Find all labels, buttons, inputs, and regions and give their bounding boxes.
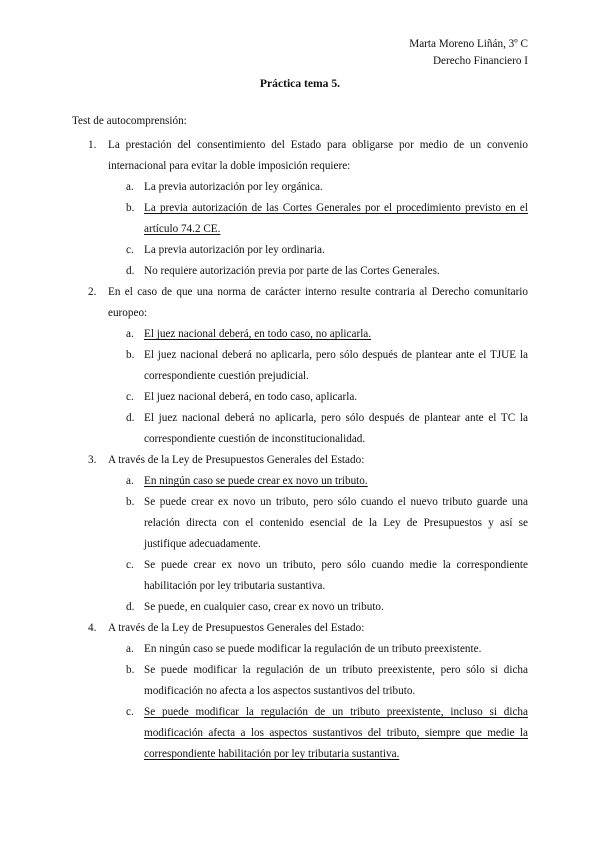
selected-answer-text: El juez nacional deberá, en todo caso, no aplicarla. <box>144 328 372 340</box>
option-letter: b. <box>126 202 135 214</box>
option-letter: b. <box>126 496 135 508</box>
option-text: La previa autorización por ley orgánica. <box>144 181 323 193</box>
option-3-a <box>108 471 528 492</box>
option-2-a <box>108 324 528 345</box>
option-4-b <box>108 660 528 702</box>
option-letter: c. <box>126 391 134 403</box>
option-text: El juez nacional deberá no aplicarla, pero sólo después de plantear ante el TJUE la correspondiente cuestión prejudicial. <box>144 349 528 382</box>
option-letter: d. <box>126 412 135 424</box>
option-letter: b. <box>126 664 135 676</box>
option-letter: a. <box>126 643 134 655</box>
option-1-a <box>108 177 528 198</box>
option-3-b <box>108 492 528 555</box>
option-list <box>108 324 528 450</box>
question-text: En el caso de que una norma de carácter interno resulte contraria al Derecho comunitario europeo: <box>108 286 528 319</box>
option-4-a <box>108 639 528 660</box>
option-list <box>108 639 528 765</box>
intro-text: Test de autocomprensión: <box>72 115 187 127</box>
option-2-b <box>108 345 528 387</box>
question-text: A través de la Ley de Presupuestos Generales del Estado: <box>108 622 365 634</box>
question-1 <box>72 135 528 282</box>
option-letter: c. <box>126 706 134 718</box>
option-letter: c. <box>126 244 134 256</box>
selected-answer-text: Se puede modificar la regulación de un tributo preexistente, incluso si dicha modificación afecta a los aspectos sustantivos del tributo, siempre que medie la correspondiente habilitación por ley tributaria sustantiva. <box>144 706 528 760</box>
option-text: La previa autorización por ley ordinaria. <box>144 244 325 256</box>
selected-answer-text: En ningún caso se puede crear ex novo un tributo. <box>144 475 368 487</box>
question-4 <box>72 618 528 765</box>
option-list <box>108 471 528 618</box>
question-text: A través de la Ley de Presupuestos Generales del Estado: <box>108 454 365 466</box>
option-text: Se puede modificar la regulación de un tributo preexistente, pero sólo si dicha modificación no afecta a los aspectos sustantivos del tributo. <box>144 664 528 697</box>
option-text: En ningún caso se puede modificar la regulación de un tributo preexistente. <box>144 643 482 655</box>
option-letter: c. <box>126 559 134 571</box>
question-list <box>72 135 528 765</box>
question-number: 1. <box>88 139 97 151</box>
option-letter: a. <box>126 328 134 340</box>
question-text: La prestación del consentimiento del Estado para obligarse por medio de un convenio internacional para evitar la doble imposición requiere: <box>108 139 528 172</box>
option-text: Se puede crear ex novo un tributo, pero sólo cuando el nuevo tributo guarde una relación directa con el contenido esencial de la Ley de Presupuestos y así se justifique adecuadamente. <box>144 496 528 550</box>
page-header <box>409 36 528 70</box>
option-text: Se puede, en cualquier caso, crear ex novo un tributo. <box>144 601 384 613</box>
option-letter: d. <box>126 601 135 613</box>
question-number: 2. <box>88 286 97 298</box>
selected-answer-text: La previa autorización de las Cortes Generales por el procedimiento previsto en el artículo 74.2 CE. <box>144 202 528 235</box>
option-text: Se puede crear ex novo un tributo, pero sólo cuando medie la correspondiente habilitación por ley tributaria sustantiva. <box>144 559 528 592</box>
option-2-c <box>108 387 528 408</box>
option-1-b <box>108 198 528 240</box>
option-3-c <box>108 555 528 597</box>
option-1-c <box>108 240 528 261</box>
option-letter: b. <box>126 349 135 361</box>
option-list <box>108 177 528 282</box>
option-text: El juez nacional deberá no aplicarla, pero sólo después de plantear ante el TC la correspondiente cuestión de inconstitucionalidad. <box>144 412 528 445</box>
question-number: 3. <box>88 454 97 466</box>
document-title: Práctica tema 5. <box>259 77 341 90</box>
option-letter: d. <box>126 265 135 277</box>
option-2-d <box>108 408 528 450</box>
option-text: No requiere autorización previa por parte de las Cortes Generales. <box>144 265 440 277</box>
option-1-d <box>108 261 528 282</box>
question-number: 4. <box>88 622 97 634</box>
question-3 <box>72 450 528 618</box>
author-line: Marta Moreno Liñán, 3º C <box>409 38 528 50</box>
option-3-d <box>108 597 528 618</box>
question-2 <box>72 282 528 450</box>
option-letter: a. <box>126 181 134 193</box>
option-text: El juez nacional deberá, en todo caso, aplicarla. <box>144 391 358 403</box>
option-letter: a. <box>126 475 134 487</box>
subject-line: Derecho Financiero I <box>432 55 528 67</box>
option-4-c <box>108 702 528 765</box>
